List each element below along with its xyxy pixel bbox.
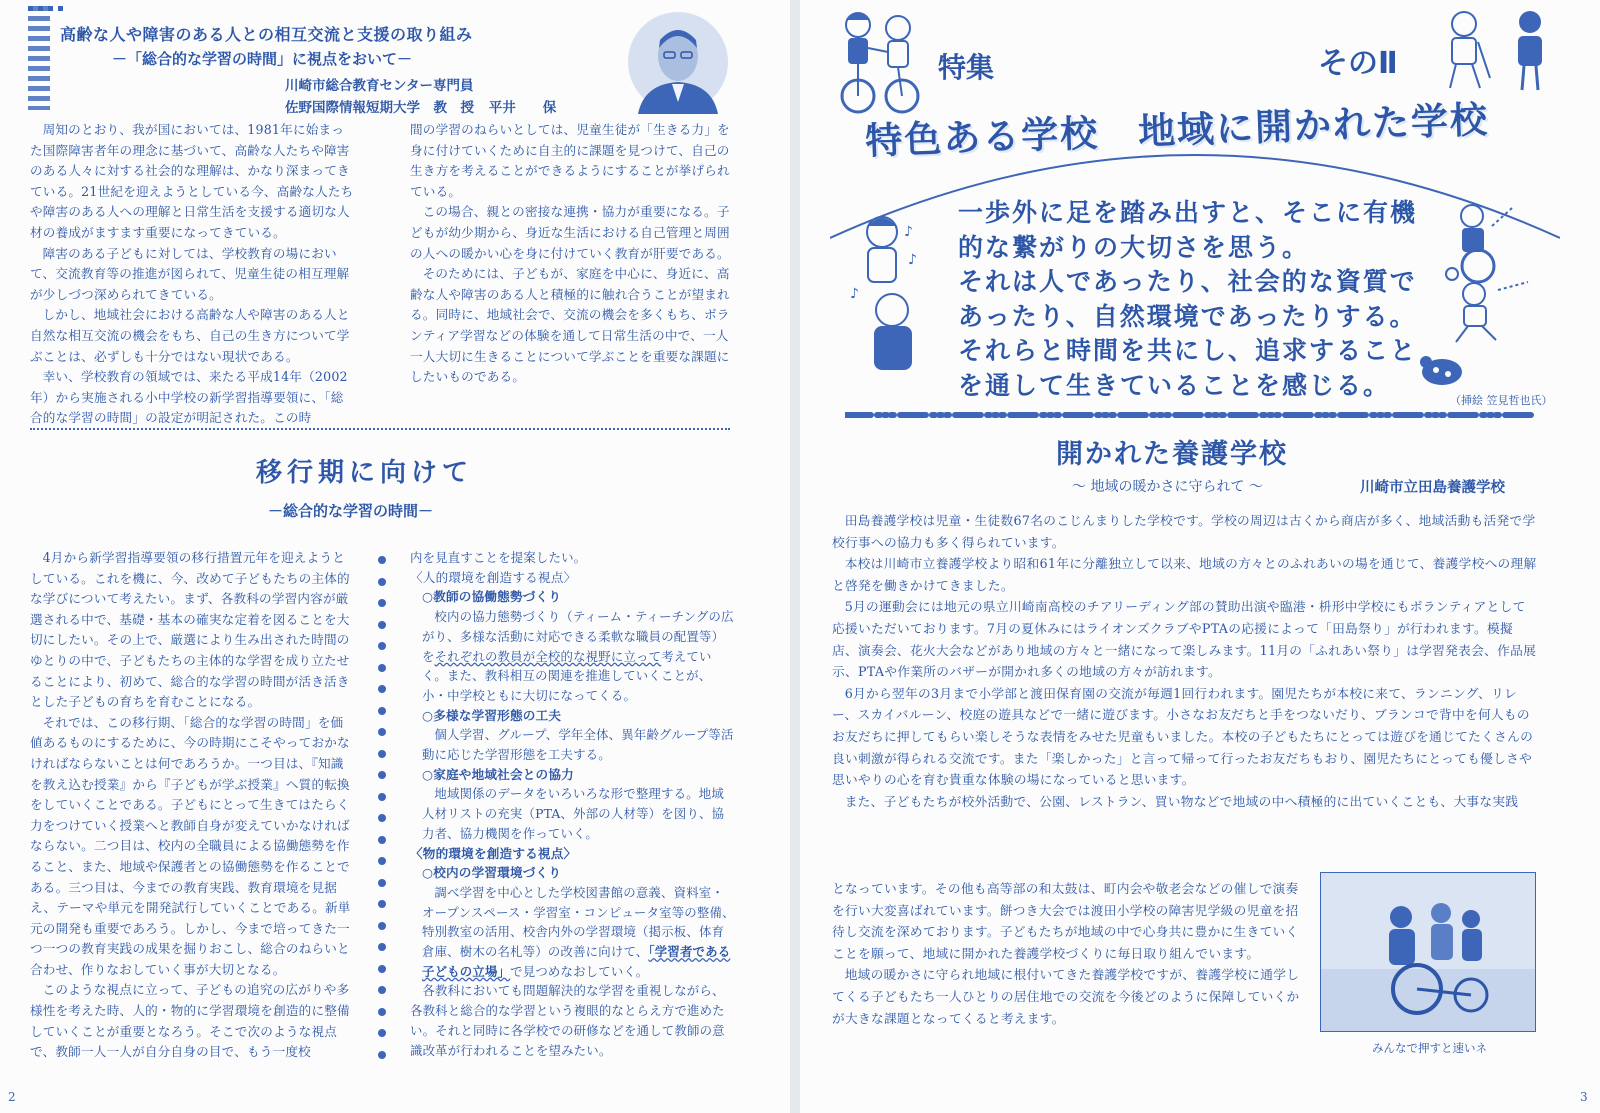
second-article-col1: [30, 548, 356, 1063]
photo-caption: みんなで押すと速いネ: [1372, 1041, 1487, 1055]
paragraph: そのためには、子どもが、家庭を中心に、身近に、高齢な人や障害のある人と積極的に触れ合うことが望まれる。同時に、地域社会で、交流の機会を多くもち、ボランティア学習などの体験を通して日常生活の中で、一人一人大切に生きることについて学ぶことを重要な課題にしたいものである。: [410, 266, 730, 385]
text-span: 校内の協力態勢づくり（ティーム・ティーチングの広がり、多様な活動に対応できる柔軟な職員の配置等）を: [422, 609, 734, 664]
item-heading: ○家庭や地域社会との協力: [422, 766, 574, 782]
paragraph: また、子どもたちが校外活動で、公園、レストラン、買い物などで地域の中へ積極的に出ていくことも、大事な実践: [844, 793, 1519, 809]
poem-line: 一歩外に足を踏み出すと、そこに有機: [958, 198, 1418, 227]
article-subtitle: ～ 地域の暖かさに守られて ～: [1072, 479, 1263, 495]
second-article-title: 移行期に向けて: [256, 458, 474, 488]
author-affiliation: 川崎市総合教育センター専門員: [285, 78, 474, 94]
paragraph: それでは、この移行期、「総合的な学習の時間」を価値あるものにするために、今の時期にこそやっておかなければならないことは何であろうか。一つ目は、『知識を教え込む授業』から『子どもが学ぶ授業』へ質的転換をしていくことである。子どもにとって生きてはたらく力をつけていく授業へと教師自身が変えていかなければならない。二つ目は、校内の全職員による協働態勢を作ること、また、地域や保護者との協働態勢を作ることである。三つ目は、今までの教育実践、教育環境を見据え、テーマや単元を開発試行していくことである。新単元の開発も重要であろう。しかし、今まで培ってきた一つ一つの教育実践の成果を掘りおこし、総合のねらいと合わせ、作りなおしていく事が大切となる。: [30, 714, 351, 977]
wheelchair-photo: [1320, 872, 1536, 1032]
text-span: 調べ学習を中心とした学校図書館の意義、資料室・オープンスペース・学習室・コンピュータ室等の整備、特別教室の活用、校舎内外の学習環境（掲示板、体育倉庫、樹木の名札等）の改善に向けて、: [422, 884, 735, 960]
poem-line: 的な繋がりの大切さを思う。: [958, 232, 1310, 262]
author-line: [285, 96, 556, 116]
poem-line: それらと時間を共にし、追求すること: [958, 336, 1418, 365]
article-body: [832, 510, 1538, 812]
article-body-lower: [832, 878, 1310, 1029]
paragraph: この場合、親との密接な連携・協力が重要になる。子どもが幼少期から、身近な生活における自己管理と周囲の人への暖かい心を身に付けていく教育が肝要である。: [410, 204, 730, 261]
poem-line: あったり、自然環境であったりする。: [958, 301, 1417, 331]
running-child-illustration: [1438, 278, 1538, 348]
feature-poem: [958, 196, 1417, 403]
paragraph: 各教科においても問題解決的な学習を重視しながら、各教科と総合的な学習という複眼的なとらえ方で進めたい。それと同時に各学校での研修などを通して教師の意識改革が行われることを望みたい。: [410, 983, 725, 1058]
illustration-credit: （挿絵 笠見哲也氏）: [1450, 394, 1553, 407]
item-heading: ○校内の学習環境づくり: [422, 865, 562, 881]
corner-decoration-top: [28, 6, 68, 11]
paragraph: となっています。その他も高等部の和太鼓は、町内会や敬老会などの催しで演奏を行い大変喜ばれています。餅つき大会では渡田小学校の障害児学級の児童を招待し交流を深めております。子どもたちが地域の中で心身共に豊かに生きていくことを願って、地域に開かれた養護学校づくりに毎日取り組んでいます。: [832, 881, 1299, 961]
paragraph: 地域関係のデータをいろいろな形で整理する。地域人材リストの充実（PTA、外部の人材等）を図り、協力者、協力機関を作っていく。: [422, 786, 725, 841]
top-article-col1: [30, 120, 356, 429]
feature-banner: 特色ある学校 地域に開かれた学校: [864, 98, 1490, 163]
paragraph: このような視点に立って、子どもの追究の広がりや多様性を考えた時、人的・物的に学習環境を創造的に整備していくことが重要となろう。そこで次のような視点で、教師一人一人が自分自身の目で、もう一度校: [30, 982, 350, 1060]
ladybug-illustration: [1412, 348, 1472, 388]
paragraph: 幸い、学校教育の領域では、来たる平成14年（2002年）から実施される小中学校の新学習指導要領に、「総合的な学習の時間」の設定が明記された。この時: [30, 369, 348, 426]
paragraph: 個人学習、グループ、学年全体、異年齢グループ等活動に応じた学習形態を工夫する。: [422, 727, 734, 763]
second-article-col2: [410, 548, 736, 1060]
child-with-flag-illustration: [1434, 2, 1564, 97]
feature-label: 特集: [938, 51, 995, 84]
svg-text:♪: ♪: [850, 286, 859, 302]
top-article-col2: [410, 120, 736, 388]
portrait-photo: [626, 10, 730, 114]
item-heading: ○教師の協働態勢づくり: [422, 589, 562, 605]
section-heading: 〈人的環境を創造する視点〉: [410, 569, 577, 585]
singing-children-illustration: [846, 206, 936, 386]
page-number: 2: [8, 1090, 16, 1104]
corner-decoration: [28, 6, 50, 110]
paragraph: 周知のとおり、我が国においては、1981年に始まった国際障害者年の理念に基づいて、高齢な人たちや障害のある人々に対する社会的な理解は、かなり深まってきている。21世紀を迎えようとしている今、高齢な人たちや障害のある人への理解と日常生活を支援する適切な人材の養成がますます重要になってきている。: [30, 122, 354, 240]
poem-line: を通して生きていることを感じる。: [958, 370, 1391, 400]
author-name: 平井 保: [488, 100, 557, 116]
page-number: 3: [1580, 1090, 1588, 1104]
emphasis-text: それぞれの教員が全校的な視野に立って: [434, 648, 662, 664]
text-span: で見つめなおしていく。: [510, 963, 649, 979]
paragraph: しかし、地域社会における高齢な人や障害のある人と自然な相互交流の機会をもち、自己の生き方について学ぶことは、必ずしも十分ではない現状である。: [30, 307, 350, 364]
paragraph: 6月から翌年の3月まで小学部と渡田保育園の交流が毎週1回行われます。園児たちが本校に来て、ランニング、リレー、スカイバルーン、校庭の遊具などで一緒に遊びます。小さなお友だちと手をつないだり、ブランコで背中を何人ものお友だちに押してもらい楽しそうな表情をみせた児童もいました。本校の子どもたちにとっては遊びを通じてたくさんの良い刺激が得られる交流です。また「楽しかった」と言って帰って行ったお友だちもおり、園児たちにとっても優しさや思いやりの心を育む貴重な体験の場になっていると思います。: [832, 685, 1534, 788]
emphasis-text: 「学習者である子どもの立場」: [422, 944, 731, 979]
item-heading: ○多様な学習形態の工夫: [422, 707, 562, 723]
paragraph: 田島養護学校は児童・生徒数67名のこじんまりした学校です。学校の周辺は古くから商店が多く、地域活動も活発で学校行事への協力も多く得られています。: [832, 513, 1536, 550]
paragraph: 障害のある子どもに対しては、学校教育の場において、交流教育等の推進が図られて、児童生徒の相互理解が少しづつ深められてきている。: [30, 245, 350, 302]
paragraph: 本校は川崎市立養護学校より昭和61年に分離独立して以来、地域の方々とのふれあいの場を通じて、養護学校への理解と啓発を働きかけてきました。: [832, 556, 1537, 593]
top-article-title: 高齢な人や障害のある人との相互交流と支援の取り組み: [60, 25, 473, 44]
school-name: 川崎市立田島養護学校: [1360, 480, 1505, 496]
paragraph: [410, 883, 736, 982]
paragraph: 地域の暖かさに守られ地域に根付いてきた養護学校ですが、養護学校に通学してくる子どもたち一人ひとりの居住地での交流を今後どのように保障していくかが大きな課題となってくると考えます。: [832, 967, 1300, 1026]
top-article-subtitle: －「総合的な学習の時間」に視点をおいて－: [112, 50, 413, 68]
section-divider: [30, 428, 730, 430]
paragraph: 内を見直すことを提案したい。: [410, 550, 587, 565]
text-span: 考えていく。また、教科相互の関連を推進していくことが、小・中学校ともに大切になってくる。: [422, 648, 712, 703]
poem-line: それは人であったり、社会的な資質で: [958, 267, 1417, 296]
bullet-column: [378, 556, 386, 1072]
paragraph: 5月の運動会には地元の県立川崎南高校のチアリーディング部の賛助出演や臨港・枡形中学校にもボランティアとして応援いただいております。7月の夏休みにはライオンズクラブやPTAの応援によって「田島祭り」が行われます。模擬店、演奏会、花火大会などがあり地域の方々と一緒になって楽しみます。11月の「ふれあい祭り」は学習発表会、作品展示、PTAや作業所のバザーが開かれ多くの地域の方々が訪れます。: [832, 599, 1537, 680]
wheelchair-child-illustration: [1432, 196, 1532, 286]
paragraph: 間の学習のねらいとしては、児童生徒が「生きる力」を身に付けていくために自主的に課題を見つけて、自己の生き方を考えることができるようにすることが挙げられている。: [410, 122, 730, 199]
paragraph: 4月から新学習指導要領の移行措置元年を迎えようとしている。これを機に、今、改めて子どもたちの主体的な学びについて考えたい。まず、各教科の学習内容が厳選される中で、基礎・基本の確実な定着を図ることを大切にしたい。その上で、厳選により生み出された時間のゆとりの中で、子どもたちの主体的な学習を成り立たせることにより、初めて、総合的な学習の時間が活き活きとした子どもの育ちを育むことになる。: [30, 550, 350, 710]
author-position: 佐野国際情報短期大学 教 授: [285, 100, 474, 116]
decorative-dash-strip: [845, 408, 1535, 422]
page-gutter: [790, 0, 800, 1113]
second-article-subtitle: －総合的な学習の時間－: [268, 502, 434, 520]
feature-part: そのⅡ: [1318, 46, 1398, 81]
article-title: 開かれた養護学校: [1056, 439, 1288, 470]
section-heading: 〈物的環境を創造する視点〉: [410, 845, 577, 861]
left-page: [0, 0, 790, 1113]
svg-text:♪: ♪: [908, 252, 917, 268]
paragraph: [410, 607, 736, 706]
svg-text:♪: ♪: [904, 224, 913, 240]
